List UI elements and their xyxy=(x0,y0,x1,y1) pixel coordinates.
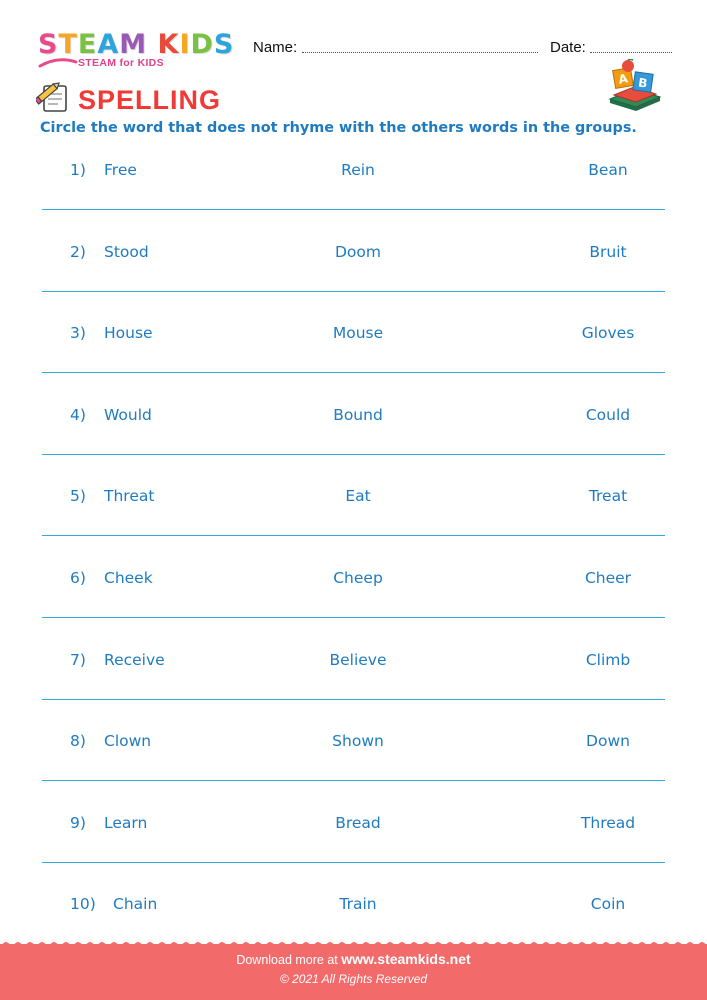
question-number: 4) xyxy=(70,405,86,424)
footer-download xyxy=(0,951,707,967)
logo-letter: T xyxy=(58,29,78,60)
section-title: SPELLING xyxy=(78,85,222,115)
word-option[interactable]: Receive xyxy=(104,650,165,669)
word-option[interactable]: Shown xyxy=(332,732,384,751)
svg-text:A: A xyxy=(617,71,629,87)
question-number: 5) xyxy=(70,487,86,506)
instructions: Circle the word that does not rhyme with the others words in the groups. xyxy=(40,120,637,136)
question-number: 10) xyxy=(70,895,96,914)
logo-letter: M xyxy=(119,29,148,60)
logo-letter: E xyxy=(77,29,98,60)
word-option[interactable]: Gloves xyxy=(581,324,635,343)
question-number: 8) xyxy=(70,732,86,751)
logo-letter xyxy=(147,30,157,60)
word-option[interactable]: Would xyxy=(104,405,152,424)
logo-letter: I xyxy=(179,29,191,60)
question-row xyxy=(0,732,707,762)
name-field[interactable] xyxy=(302,52,538,53)
answer-divider xyxy=(42,291,665,292)
logo-letter: S xyxy=(38,29,59,60)
question-number: 1) xyxy=(70,161,86,179)
answer-divider xyxy=(42,454,665,455)
word-option[interactable]: Bread xyxy=(335,813,381,832)
word-option[interactable]: Bound xyxy=(333,405,383,424)
footer-site-link[interactable]: www.steamkids.net xyxy=(341,951,471,967)
question-number: 6) xyxy=(70,569,86,587)
word-option[interactable]: Stood xyxy=(104,242,149,261)
question-row xyxy=(0,895,707,925)
answer-divider xyxy=(42,209,665,210)
answer-divider xyxy=(42,699,665,700)
word-option[interactable]: Down xyxy=(586,732,630,751)
logo-letter: K xyxy=(157,29,180,60)
word-option[interactable]: Free xyxy=(104,161,137,179)
answer-divider xyxy=(42,535,665,536)
abc-books-icon xyxy=(606,59,664,111)
logo-swoosh-icon xyxy=(38,56,78,70)
word-option[interactable]: Could xyxy=(585,405,631,424)
question-number: 2) xyxy=(70,242,86,261)
answer-divider xyxy=(42,862,665,863)
word-option[interactable]: Rein xyxy=(341,161,375,179)
question-row xyxy=(0,243,707,273)
word-option[interactable]: Clown xyxy=(104,732,152,751)
question-number: 3) xyxy=(70,324,86,343)
date-label: Date: xyxy=(550,39,586,56)
word-option[interactable]: Cheer xyxy=(584,569,632,587)
word-option[interactable]: Bruit xyxy=(589,242,627,261)
word-option[interactable]: Coin xyxy=(590,895,626,914)
pencil-paper-icon xyxy=(36,82,72,114)
word-option[interactable]: Threat xyxy=(104,487,155,506)
answer-divider xyxy=(42,372,665,373)
footer-copyright: © 2021 All Rights Reserved xyxy=(279,972,428,986)
word-option[interactable]: Cheek xyxy=(104,569,153,587)
logo-letter: A xyxy=(97,29,120,60)
word-option[interactable]: Learn xyxy=(104,813,148,832)
question-row xyxy=(0,487,707,517)
word-option[interactable]: Doom xyxy=(334,242,382,261)
word-option[interactable]: Cheep xyxy=(333,569,383,587)
steam-kids-logo xyxy=(38,30,238,70)
svg-text:B: B xyxy=(637,75,649,91)
question-number: 7) xyxy=(70,650,86,669)
question-row xyxy=(0,324,707,354)
question-row xyxy=(0,651,707,681)
question-number: 9) xyxy=(70,813,86,832)
question-row xyxy=(0,814,707,844)
word-option[interactable]: Thread xyxy=(580,813,636,832)
logo-subtitle: STEAM for KIDS xyxy=(78,57,164,69)
answer-divider xyxy=(42,780,665,781)
word-option[interactable]: Mouse xyxy=(332,324,384,343)
word-option[interactable]: Chain xyxy=(113,895,158,914)
word-option[interactable]: Eat xyxy=(345,487,371,506)
name-label: Name: xyxy=(253,39,298,56)
word-option[interactable]: Bean xyxy=(588,161,628,179)
word-option[interactable]: Train xyxy=(339,895,377,914)
logo-letter: S xyxy=(213,29,235,60)
footer-download-prefix: Download more at xyxy=(236,953,338,967)
word-option[interactable]: House xyxy=(104,324,153,343)
word-option[interactable]: Believe xyxy=(329,650,387,669)
logo-letter: D xyxy=(190,29,214,60)
question-row xyxy=(0,406,707,436)
word-option[interactable]: Climb xyxy=(585,650,631,669)
word-option[interactable]: Treat xyxy=(588,487,628,506)
question-row xyxy=(0,161,707,191)
date-field[interactable] xyxy=(590,52,672,53)
answer-divider xyxy=(42,617,665,618)
question-row xyxy=(0,569,707,599)
